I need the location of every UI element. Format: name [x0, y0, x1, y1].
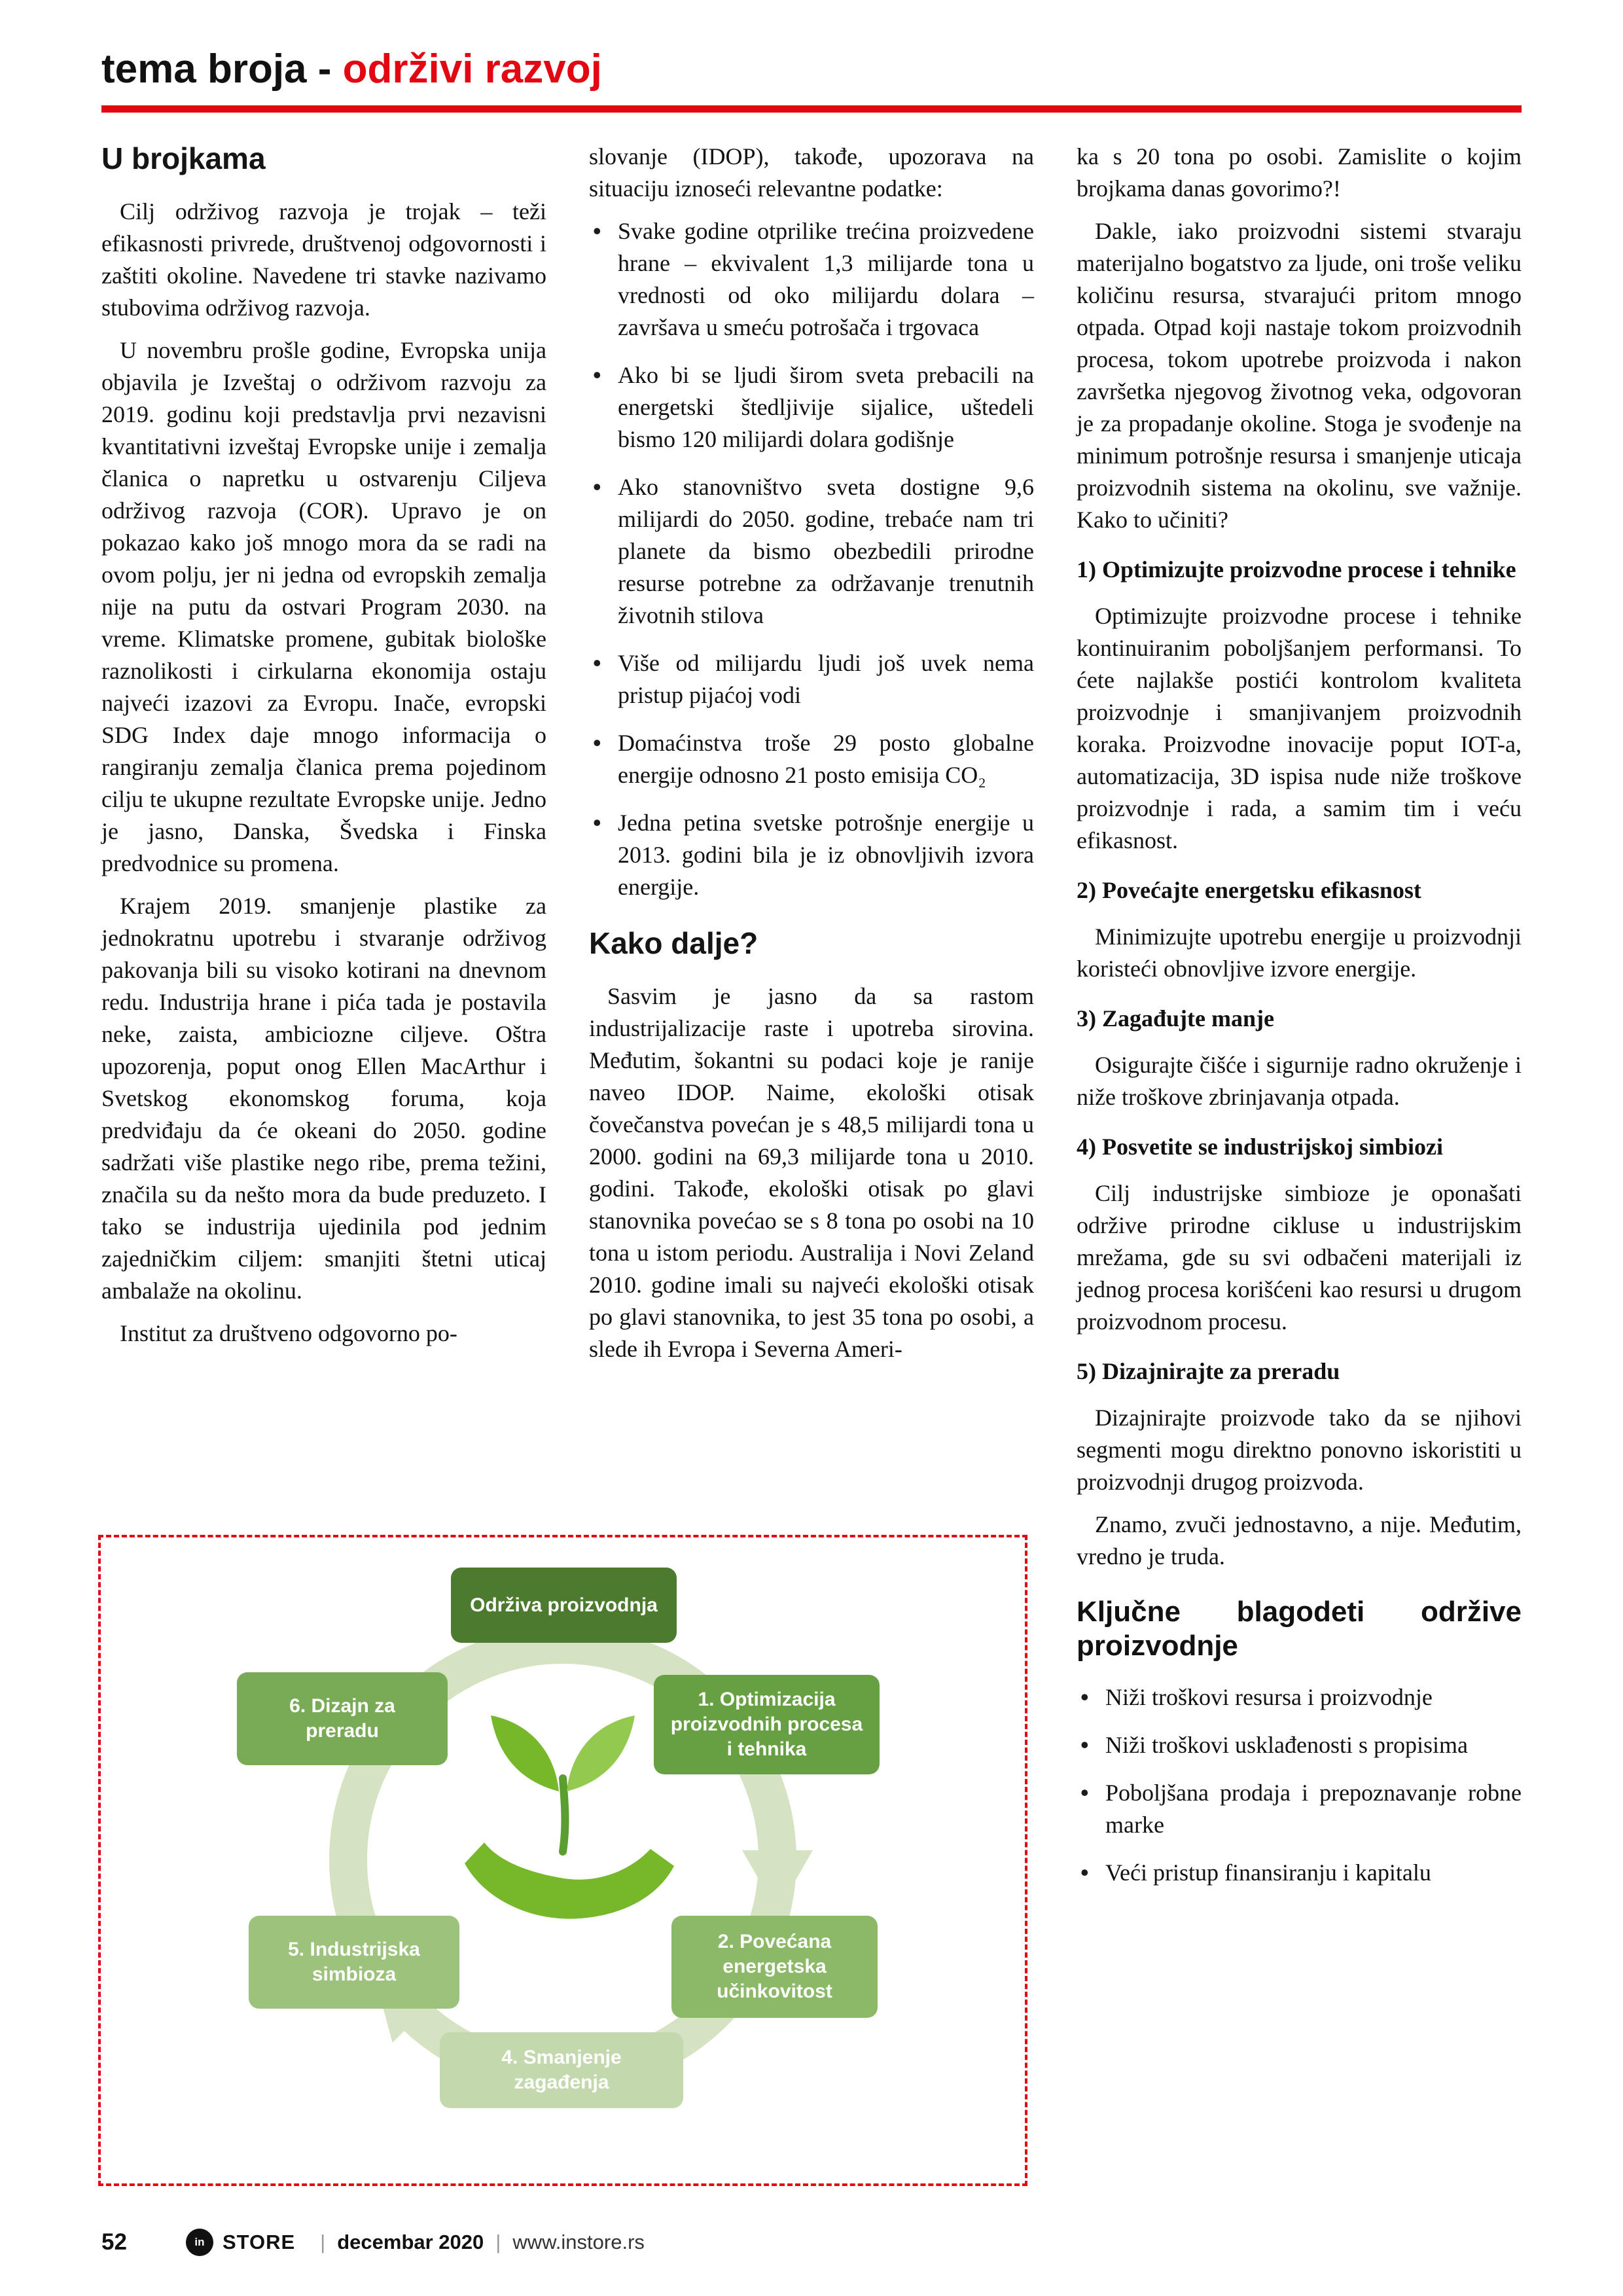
bullet-text: Jedna petina svetske potrošnje energije u 2013. godini bila je iz obnovljivih izvora energije. — [618, 810, 1034, 900]
bullet-text: Ako stanovništvo sveta dostigne 9,6 milijardi do 2050. godine, trebaće nam tri planete da bismo obezbedili prirodne resurse potrebne za održavanje trenutnih životnih stilova — [618, 474, 1034, 628]
bullet-text: Niži troškovi usklađenosti s propisima — [1105, 1732, 1468, 1758]
bullet-icon: • — [593, 810, 601, 836]
bullet-icon: • — [1080, 1859, 1089, 1886]
bullet-item — [589, 727, 1034, 791]
bullet-text: Više od milijardu ljudi još uvek nema pristup pijaćoj vodi — [618, 650, 1034, 708]
body-paragraph: Dakle, iako proizvodni sistemi stvaraju materijalno bogatstvo za ljude, oni troše veliku količinu resursa, stvarajući pritom mnogo otpada. Otpad koji nastaje tokom proizvodnih procesa, tokom upotrebe proizvoda i nakon završetka njegovog životnog veka, odgovoran je za propadanje okoline. Stoga je svođenje na minimum potrošnje resursa i smanjenje uticaja proizvodnih sistema na okolinu, sve važnije. Kako to učiniti? — [1077, 218, 1522, 533]
bullet-text: Ako bi se ljudi širom sveta prebacili na energetski štedljivije sijalice, uštedeli bismo 120 milijardi dolara godišnje — [618, 362, 1034, 452]
bullet-icon: • — [593, 218, 601, 244]
footer-separator: | — [320, 2231, 326, 2253]
bullet-item — [589, 215, 1034, 344]
body-paragraph: Dizajnirajte proizvode tako da se njihovi segmenti mogu direktno ponovno iskoristiti u proizvodnji drugog proizvoda. — [1077, 1405, 1522, 1495]
body-paragraph: Institut za društveno odgovorno po- — [120, 1320, 457, 1346]
bullet-item — [1077, 1857, 1522, 1889]
column-1 — [101, 141, 546, 1360]
diagram-node-1-optimizacija: 1. Optimizacija proizvodnih procesa i tehnika — [654, 1675, 880, 1774]
page-title-accent: održivi razvoj — [342, 46, 602, 92]
bullet-item — [589, 807, 1034, 903]
bullet-text: Svake godine otprilike trećina proizvedene hrane – ekvivalent 1,3 milijarde tona u vrednosti od oko milijardu dolara – završava u smeću potrošača i trgovaca — [618, 218, 1034, 340]
bullet-item — [589, 647, 1034, 711]
body-paragraph: Optimizujte proizvodne procese i tehnike kontinuiranim poboljšanjem performansi. To ćete najlakše postići kontrolom kvaliteta proizvodnje i smanjivanjem proizvodnih koraka. Proizvodne inovacije poput IOT-a, automatizacija, 3D ispisa nude niže troškove proizvodnje i rada, a samim tim i veću efikasnost. — [1077, 603, 1522, 853]
section-title-2: 2) Povećajte energetsku efikasnost — [1077, 877, 1421, 903]
bullet-text: Domaćinstva troše 29 posto globalne energije odnosno 21 posto emisija CO₂ — [618, 730, 1034, 788]
column-3 — [1077, 141, 1522, 1905]
page-number: 52 — [101, 2229, 127, 2255]
page-header — [101, 46, 1522, 113]
diagram-node-odrziva-proizvodnja: Održiva proizvodnja — [451, 1568, 677, 1643]
body-paragraph: Sasvim je jasno da sa rastom industrijalizacije raste i upotreba sirovina. Međutim, šokantni su podaci koje je ranije naveo IDOP. Naime, ekološki otisak čovečanstva povećan je s 48,5 milijardi tona u 2000. godini na 69,3 milijarde tona u 2010. godini. Takođe, ekološki otisak po glavi stanovnika povećao se s 8 tona po osobi na 10 tona u istom periodu. Australija i Novi Zeland 2010. godine imali su najveći ekološki otisak po glavi stanovnika, to jest 35 tona po osobi, a slede ih Evropa i Severna Ameri- — [589, 983, 1034, 1362]
bullet-icon: • — [593, 474, 601, 500]
body-paragraph: Minimizujte upotrebu energije u proizvodnji koristeći obnovljive izvore energije. — [1077, 924, 1522, 982]
body-paragraph: Osigurajte čišće i sigurnije radno okruženje i niže troškove zbrinjavanja otpada. — [1077, 1052, 1522, 1110]
diagram-node-5-simbioza: 5. Industrijska simbioza — [249, 1916, 459, 2009]
bullet-icon: • — [1080, 1732, 1089, 1758]
bullet-text: Niži troškovi resursa i proizvodnje — [1105, 1684, 1433, 1710]
cycle-arrowhead-icon — [742, 1850, 813, 1912]
footer-separator: | — [495, 2231, 501, 2253]
page-title — [101, 46, 1522, 92]
header-rule — [101, 105, 1522, 113]
body-paragraph: Cilj industrijske simbioze je oponašati održive prirodne cikluse u industrijskim mrežama, gde su svi odbačeni materijali iz jednog procesa korišćeni kao resursi u drugom proizvodnom procesu. — [1077, 1180, 1522, 1335]
bullet-icon: • — [593, 362, 601, 388]
issue-date: decembar 2020 — [337, 2231, 484, 2253]
bullet-item — [1077, 1777, 1522, 1841]
heading-u-brojkama: U brojkama — [101, 141, 266, 175]
hand-plant-icon — [465, 1715, 674, 1919]
bullet-icon: • — [1080, 1684, 1089, 1710]
body-paragraph: Cilj održivog razvoja je trojak – teži efikasnosti privrede, društvenoj odgovornosti i zaštiti okoline. Navedene tri stavke nazivamo stubovima održivog razvoja. — [101, 198, 546, 321]
bullet-text: Veći pristup finansiranju i kapitalu — [1105, 1859, 1431, 1886]
section-title-5: 5) Dizajnirajte za preradu — [1077, 1358, 1340, 1384]
column-2 — [589, 141, 1034, 1376]
bullet-icon: • — [593, 730, 601, 756]
bullet-item — [1077, 1729, 1522, 1761]
section-title-1: 1) Optimizujte proizvodne procese i tehnike — [1077, 556, 1516, 583]
body-paragraph: Znamo, zvuči jednostavno, a nije. Međutim, vredno je truda. — [1077, 1511, 1522, 1570]
body-paragraph: ka s 20 tona po osobi. Zamislite o kojim brojkama danas govorimo?! — [1077, 143, 1522, 202]
section-title-4: 4) Posvetite se industrijskoj simbiozi — [1077, 1134, 1443, 1160]
bullet-item — [589, 471, 1034, 632]
bullet-icon: • — [1080, 1780, 1089, 1806]
sustainable-production-diagram — [98, 1535, 1027, 2186]
website-url: www.instore.rs — [512, 2231, 645, 2253]
bullet-item — [1077, 1681, 1522, 1713]
diagram-node-4-smanjenje: 4. Smanjenje zagađenja — [440, 2032, 683, 2108]
heading-kako-dalje: Kako dalje? — [589, 926, 758, 960]
page-title-prefix: tema broja - — [101, 46, 343, 92]
body-paragraph: U novembru prošle godine, Evropska unija objavila je Izveštaj o održivom razvoju za 2019. godinu koji predstavlja prvi nezavisni kvantitativni izveštaj Evropske unije i zemalja članica o napretku u ostvarenju Ciljeva održivog razvoja (COR). Upravo je on pokazao kako još mnogo mora da se radi na ovom polju, jer ni jedna od evropskih zemalja nije na putu da ostvari Program 2030. na vreme. Klimatske promene, gubitak biološke raznolikosti i cirkularna ekonomija ostaju najveći izazovi za Evropu. Inače, evropski SDG Index daje mnogo informacija o rangiranju zemalja članica prema pojedinom cilju te ukupne rezultate Evropske unije. Jedno je jasno, Danska, Švedska i Finska predvodnice su promena. — [101, 337, 546, 876]
brand-name: STORE — [222, 2231, 296, 2253]
bullet-item — [589, 359, 1034, 456]
instore-logo-icon: in — [186, 2229, 213, 2256]
body-paragraph: slovanje (IDOP), takođe, upozorava na situaciju iznoseći relevantne podatke: — [589, 143, 1034, 202]
diagram-node-6-dizajn: 6. Dizajn za preradu — [237, 1672, 448, 1765]
section-title-3: 3) Zagađujte manje — [1077, 1005, 1274, 1031]
body-paragraph: Krajem 2019. smanjenje plastike za jednokratnu upotrebu i stvaranje održivog pakovanja bili su visoko kotirani na dnevnom redu. Industrija hrane i pića tada je postavila neke, zaista, ambiciozne ciljeve. Oštra upozorenja, poput onog Ellen MacArthur i Svetskog ekonomskog foruma, koja predviđaju da će okeani do 2050. godine sadržati više plastike nego ribe, prema težini, značila su da nešto mora da bude preduzeto. I tako se industrija ujedinila pod jednim zajedničkim ciljem: smanjiti štetni uticaj ambalaže na okolinu. — [101, 893, 546, 1304]
diagram-node-2-energetska: 2. Povećana energetska učinkovitost — [671, 1916, 878, 2018]
heading-benefits: Ključne blagodeti održive proizvodnje — [1077, 1596, 1522, 1662]
bullet-icon: • — [593, 650, 601, 676]
bullet-text: Poboljšana prodaja i prepoznavanje robne marke — [1105, 1780, 1522, 1838]
page-footer — [101, 2229, 1522, 2256]
